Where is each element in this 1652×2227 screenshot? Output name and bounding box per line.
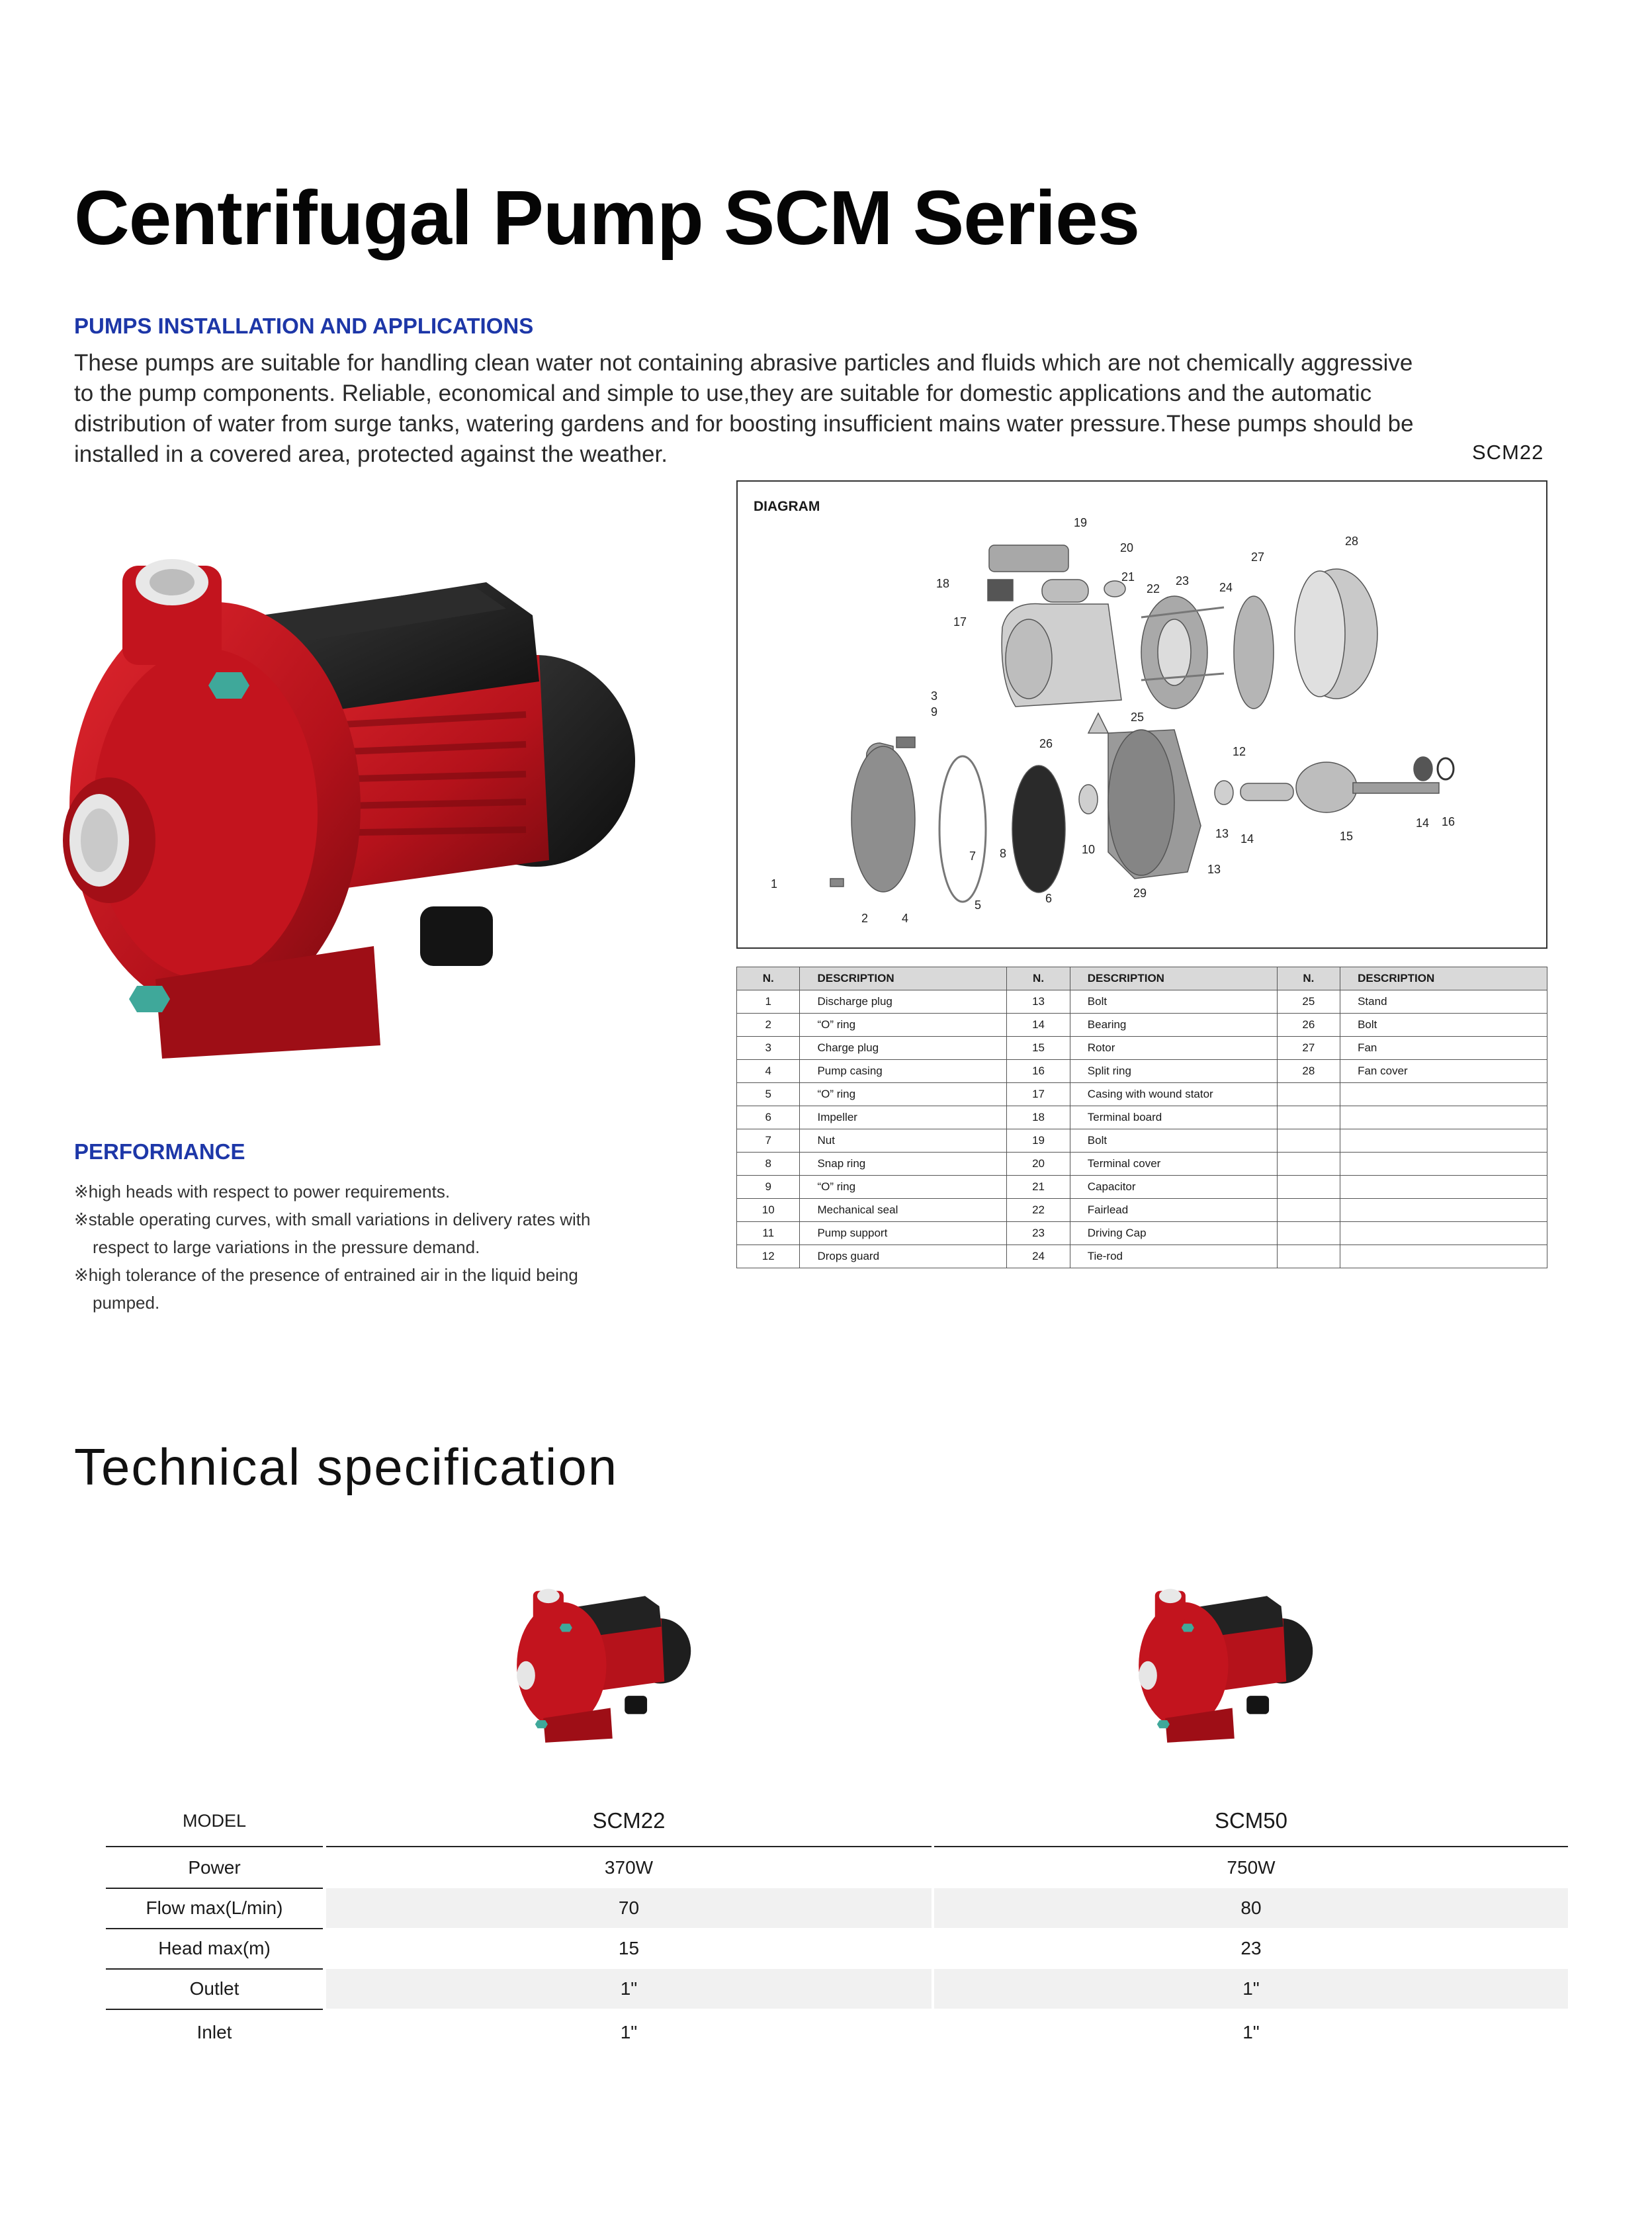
part-number: 26 <box>1277 1014 1340 1037</box>
part-number: 23 <box>1007 1222 1070 1245</box>
part-number: 14 <box>1007 1014 1070 1037</box>
install-heading: PUMPS INSTALLATION AND APPLICATIONS <box>74 314 534 338</box>
spec-value: 1" <box>620 2022 638 2042</box>
spec-label: Outlet <box>189 1978 239 1999</box>
part-number: 18 <box>1007 1106 1070 1129</box>
part-number: 5 <box>737 1083 800 1106</box>
part-description: Snap ring <box>800 1153 1007 1176</box>
install-line: These pumps are suitable for handling clean water not containing abrasive particles and fluids which are not chemically aggressive <box>74 350 1413 376</box>
parts-table <box>736 967 1547 1268</box>
spec-value: 1" <box>326 1969 932 2009</box>
spec-value: 750W <box>1227 1857 1276 1878</box>
part-number <box>1277 1153 1340 1176</box>
part-number: 11 <box>737 1222 800 1245</box>
table-row <box>737 1222 1547 1245</box>
part-description: “O” ring <box>800 1014 1007 1037</box>
spec-value: 70 <box>326 1888 932 1928</box>
spec-row <box>106 1848 1568 1888</box>
part-description: Pump casing <box>800 1060 1007 1083</box>
pump-thumbnail <box>513 1588 698 1747</box>
callout: 2 <box>861 912 869 925</box>
callout: 23 <box>1176 574 1190 588</box>
part-description: Fairlead <box>1070 1199 1277 1222</box>
spec-row <box>106 1969 1568 2009</box>
col-header: N. <box>1277 967 1340 990</box>
part-number: 1 <box>737 990 800 1014</box>
table-row <box>737 1106 1547 1129</box>
part-number: 7 <box>737 1129 800 1153</box>
spec-value: 370W <box>604 1857 654 1878</box>
callout: 3 <box>931 689 938 703</box>
callout: 4 <box>902 912 909 925</box>
callout: 6 <box>1045 892 1053 905</box>
table-row <box>737 1014 1547 1037</box>
part-number <box>1277 1176 1340 1199</box>
table-row <box>737 1037 1547 1060</box>
spec-value: 1" <box>1242 2022 1260 2042</box>
callout: 27 <box>1251 550 1265 564</box>
callout: 14 <box>1416 816 1430 830</box>
col-header: N. <box>1007 967 1070 990</box>
part-description <box>1340 1153 1547 1176</box>
spec-header-label: MODEL <box>182 1811 247 1831</box>
callout: 17 <box>953 615 967 629</box>
callout: 26 <box>1039 737 1053 750</box>
callout: 29 <box>1133 887 1147 900</box>
part-number: 3 <box>737 1037 800 1060</box>
part-description: Casing with wound stator <box>1070 1083 1277 1106</box>
performance-item: ※high tolerance of the presence of entrained air in the liquid being pumped. <box>74 1265 578 1313</box>
part-number: 28 <box>1277 1060 1340 1083</box>
part-description <box>1340 1129 1547 1153</box>
col-header: DESCRIPTION <box>1340 967 1547 990</box>
callout: 10 <box>1082 843 1096 856</box>
part-number: 13 <box>1007 990 1070 1014</box>
callout: 24 <box>1219 581 1233 594</box>
spec-row <box>106 1929 1568 1968</box>
part-number: 9 <box>737 1176 800 1199</box>
col-header: DESCRIPTION <box>1070 967 1277 990</box>
callout: 21 <box>1121 570 1135 584</box>
parts-header-row <box>737 967 1547 990</box>
callout: 7 <box>969 850 977 863</box>
callout: 13 <box>1207 863 1221 876</box>
table-row <box>737 1083 1547 1106</box>
spec-label: Flow max(L/min) <box>146 1898 283 1918</box>
part-description <box>1340 1199 1547 1222</box>
part-number <box>1277 1106 1340 1129</box>
callout: 22 <box>1147 582 1160 595</box>
table-row <box>737 1129 1547 1153</box>
part-description: Fan cover <box>1340 1060 1547 1083</box>
part-number: 2 <box>737 1014 800 1037</box>
part-number: 21 <box>1007 1176 1070 1199</box>
install-line: to the pump components. Reliable, economical and simple to use,they are suitable for domestic applications and the automatic <box>74 380 1372 406</box>
spec-header-row <box>106 1801 1568 1841</box>
pump-photo <box>63 556 652 1072</box>
table-row <box>737 1245 1547 1268</box>
pump-thumbnail <box>1135 1588 1320 1747</box>
part-description: “O” ring <box>800 1083 1007 1106</box>
part-description: Drops guard <box>800 1245 1007 1268</box>
spec-row <box>106 1888 1568 1928</box>
tech-title: Technical specification <box>74 1438 619 1496</box>
table-row <box>737 1153 1547 1176</box>
part-number <box>1277 1129 1340 1153</box>
part-number: 12 <box>737 1245 800 1268</box>
install-text <box>74 348 1549 470</box>
part-number: 22 <box>1007 1199 1070 1222</box>
part-description <box>1340 1083 1547 1106</box>
callout: 9 <box>931 705 938 719</box>
part-description: Split ring <box>1070 1060 1277 1083</box>
part-description <box>1340 1222 1547 1245</box>
part-number: 20 <box>1007 1153 1070 1176</box>
part-description: Fan <box>1340 1037 1547 1060</box>
part-number: 17 <box>1007 1083 1070 1106</box>
table-row <box>737 990 1547 1014</box>
callout: 12 <box>1233 745 1246 758</box>
install-line: distribution of water from surge tanks, watering gardens and for boosting insufficient mains water pressure.These pumps should be <box>74 411 1414 437</box>
part-description <box>1340 1245 1547 1268</box>
diagram-drawing <box>738 482 1546 947</box>
part-number: 4 <box>737 1060 800 1083</box>
exploded-diagram <box>736 480 1547 949</box>
callout: 13 <box>1215 827 1229 840</box>
performance-list <box>74 1178 603 1317</box>
col-header: DESCRIPTION <box>800 967 1007 990</box>
callout: 14 <box>1240 832 1254 846</box>
spec-row <box>106 2013 1568 2052</box>
part-number: 15 <box>1007 1037 1070 1060</box>
part-description: Mechanical seal <box>800 1199 1007 1222</box>
part-description: Nut <box>800 1129 1007 1153</box>
model-tag: SCM22 <box>1472 441 1544 464</box>
callout: 8 <box>1000 847 1007 860</box>
callout: 25 <box>1131 711 1145 724</box>
callout: 1 <box>771 877 778 891</box>
spec-value: 15 <box>618 1938 640 1958</box>
spec-label: Inlet <box>196 2022 232 2042</box>
install-line: installed in a covered area, protected against the weather. <box>74 441 668 467</box>
part-description: Bolt <box>1070 990 1277 1014</box>
page-title: Centrifugal Pump SCM Series <box>74 175 1140 261</box>
part-description: Tie-rod <box>1070 1245 1277 1268</box>
col-header: N. <box>737 967 800 990</box>
part-number: 27 <box>1277 1037 1340 1060</box>
callout: 20 <box>1120 541 1134 554</box>
part-number: 8 <box>737 1153 800 1176</box>
part-number <box>1277 1222 1340 1245</box>
spec-value: 1" <box>934 1969 1568 2009</box>
part-number: 6 <box>737 1106 800 1129</box>
spec-value: 80 <box>934 1888 1568 1928</box>
spec-label: Head max(m) <box>158 1938 271 1958</box>
part-number: 19 <box>1007 1129 1070 1153</box>
part-number: 25 <box>1277 990 1340 1014</box>
part-description: Bearing <box>1070 1014 1277 1037</box>
spec-value: 23 <box>1240 1938 1262 1958</box>
table-row <box>737 1060 1547 1083</box>
part-number <box>1277 1083 1340 1106</box>
part-description: Capacitor <box>1070 1176 1277 1199</box>
part-description: Discharge plug <box>800 990 1007 1014</box>
part-number: 24 <box>1007 1245 1070 1268</box>
performance-item: ※high heads with respect to power requirements. <box>74 1182 451 1201</box>
performance-heading: PERFORMANCE <box>74 1139 245 1164</box>
callout: 16 <box>1442 815 1456 828</box>
part-number: 16 <box>1007 1060 1070 1083</box>
part-description <box>1340 1176 1547 1199</box>
diagram-title: DIAGRAM <box>754 499 820 514</box>
part-description: Bolt <box>1340 1014 1547 1037</box>
part-description: Impeller <box>800 1106 1007 1129</box>
spec-header-model: SCM50 <box>1214 1808 1288 1833</box>
callout: 28 <box>1345 535 1359 548</box>
part-description: Charge plug <box>800 1037 1007 1060</box>
part-description: Rotor <box>1070 1037 1277 1060</box>
part-description: Bolt <box>1070 1129 1277 1153</box>
part-description: Pump support <box>800 1222 1007 1245</box>
part-description: “O” ring <box>800 1176 1007 1199</box>
callout: 5 <box>975 898 982 912</box>
part-description: Terminal cover <box>1070 1153 1277 1176</box>
callout: 19 <box>1074 516 1088 529</box>
part-description: Terminal board <box>1070 1106 1277 1129</box>
part-description: Stand <box>1340 990 1547 1014</box>
part-number: 10 <box>737 1199 800 1222</box>
table-row <box>737 1199 1547 1222</box>
part-description <box>1340 1106 1547 1129</box>
spec-header-model: SCM22 <box>592 1808 666 1833</box>
performance-item: ※stable operating curves, with small variations in delivery rates with respect to large variations in the pressure demand. <box>74 1209 591 1257</box>
spec-label: Power <box>188 1857 241 1878</box>
table-row <box>737 1176 1547 1199</box>
part-number <box>1277 1245 1340 1268</box>
callout: 15 <box>1340 830 1354 843</box>
callout: 18 <box>936 577 950 590</box>
part-description: Driving Cap <box>1070 1222 1277 1245</box>
part-number <box>1277 1199 1340 1222</box>
